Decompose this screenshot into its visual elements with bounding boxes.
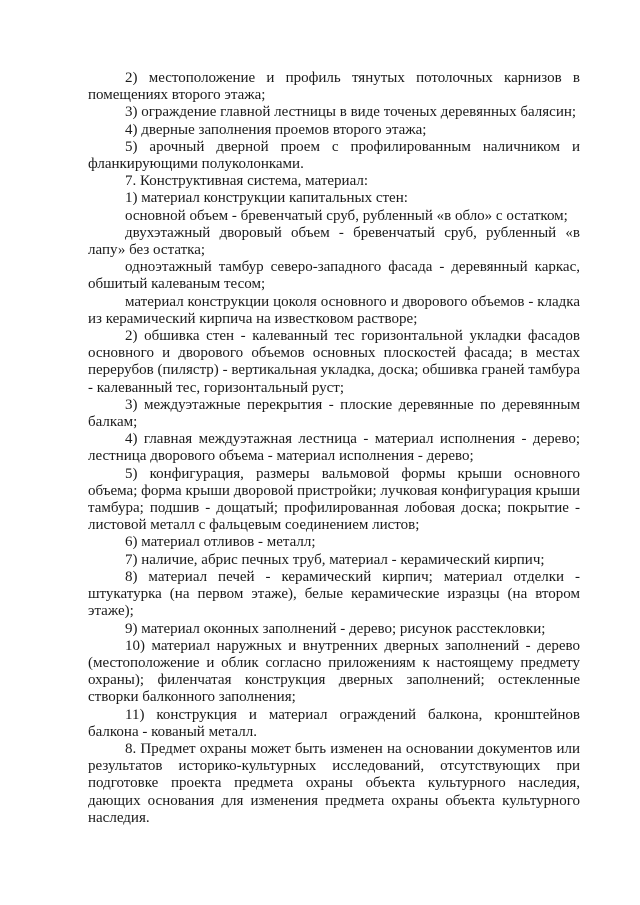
paragraph-item-10-doors: 10) материал наружных и внутренних дверных заполнений - дерево (местоположение и облик согласно приложениям к настоящему предмету охраны); филенчатая конструкция дверных заполнений; остекленные створки балконного заполнения; — [88, 637, 580, 706]
section-paragraph-8: 8. Предмет охраны может быть изменен на основании документов или результатов историко-культурных исследований, отсутствующих при подготовке проекта предмета охраны объекта культурного наследия, дающих основания для изменения предмета охраны объекта культурного наследия. — [88, 740, 580, 826]
paragraph-item-11-balcony: 11) конструкция и материал ограждений балкона, кронштейнов балкона - кованый металл. — [88, 706, 580, 740]
paragraph-item-2-wall-cladding: 2) обшивка стен - калеванный тес горизонтальной укладки фасадов основного и дворового объемов основных плоскостей фасада; в местах перерубов (пилястр) - вертикальная укладка, доска; обшивка граней тамбура - калеванный тес, горизонтальный руст; — [88, 328, 580, 396]
paragraph-two-storey-volume: двухэтажный дворовый объем - бревенчатый сруб, рубленный «в лапу» без остатка; — [88, 224, 580, 259]
paragraph-item-8-stoves: 8) материал печей - керамический кирпич; материал отделки - штукатурка (на первом этаже), белые керамические изразцы (на втором этаже); — [88, 568, 580, 620]
paragraph-main-volume: основной объем - бревенчатый сруб, рубленный «в обло» с остатком; — [125, 207, 568, 224]
paragraph-item-4-main-staircase: 4) главная междуэтажная лестница - материал исполнения - дерево; лестница дворового объема - материал исполнения - дерево; — [88, 431, 580, 465]
paragraph-item-4-door-fillings: 4) дверные заполнения проемов второго этажа; — [125, 121, 427, 138]
paragraph-item-1-wall-material: 1) материал конструкции капитальных стен: — [125, 190, 408, 207]
paragraph-plinth-material: материал конструкции цоколя основного и дворового объемов - кладка из керамический кирпича на известковом растворе; — [88, 293, 580, 327]
paragraph-item-5-roof: 5) конфигурация, размеры вальмовой формы крыши основного объема; форма крыши дворовой пристройки; лучковая конфигурация крыши тамбура; подшив - дощатый; профилированная лобовая доска; покрытие - листовой металл с фальцевым соединением листов; — [88, 465, 580, 534]
paragraph-item-9-windows: 9) материал оконных заполнений - дерево; рисунок расстекловки; — [125, 620, 546, 637]
paragraph-item-7-chimneys: 7) наличие, абрис печных труб, материал - керамический кирпич; — [125, 551, 545, 568]
section-heading-7: 7. Конструктивная система, материал: — [125, 173, 369, 190]
paragraph-item-2-ceiling-cornices: 2) местоположение и профиль тянутых потолочных карнизов в помещениях второго этажа; — [88, 70, 580, 104]
paragraph-vestibule: одноэтажный тамбур северо-западного фасада - деревянный каркас, обшитый калеваным тесом; — [88, 259, 580, 293]
paragraph-item-6-drip-material: 6) материал отливов - металл; — [125, 534, 316, 551]
paragraph-item-3-floor-slabs: 3) междуэтажные перекрытия - плоские деревянные по деревянным балкам; — [88, 396, 580, 431]
paragraph-item-3-staircase-railing: 3) ограждение главной лестницы в виде точеных деревянных балясин; — [125, 104, 577, 121]
document-body — [88, 70, 580, 827]
paragraph-item-5-arched-doorway: 5) арочный дверной проем с профилированным наличником и фланкирующими полуколонками. — [88, 138, 580, 173]
